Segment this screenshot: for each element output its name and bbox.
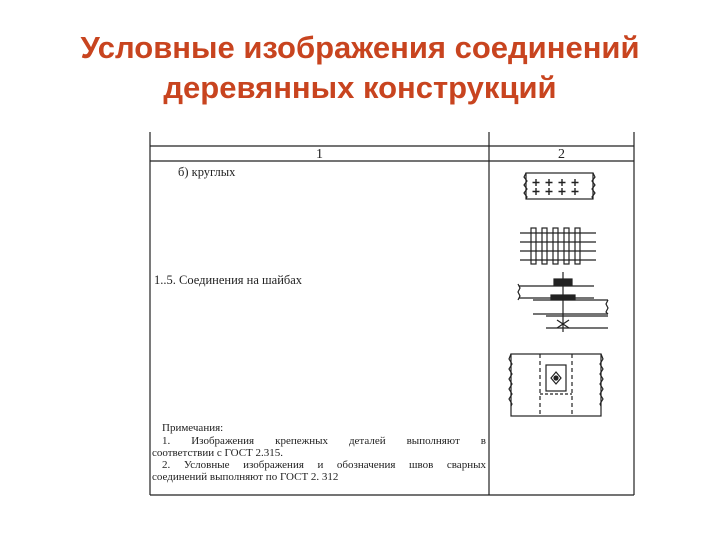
note-2-word: 2.: [162, 459, 171, 471]
note-1-word: деталей: [348, 435, 386, 447]
pinned-joint-icon: [520, 228, 596, 264]
notes-heading: Примечания:: [162, 422, 224, 434]
row-round-label: б) круглых: [178, 165, 236, 179]
note-2-word: швов: [409, 459, 434, 471]
note-2-word: Условные: [183, 459, 230, 471]
note-1-continuation: соответствии с ГОСТ 2.315.: [152, 447, 284, 459]
note-2-word: обозначения: [336, 459, 396, 471]
bolted-joint-icon: [524, 173, 595, 199]
note-1-word: в: [480, 435, 486, 447]
note-1-word: крепежных: [275, 435, 328, 447]
slide-title-line-1: Условные изображения соединений: [80, 30, 640, 65]
note-2-word: изображения: [243, 459, 304, 471]
slide-title-line-2: деревянных конструкций: [163, 70, 557, 105]
plate-joint-icon: [509, 354, 603, 416]
column-2-header: 2: [558, 147, 565, 162]
column-1-header: 1: [316, 147, 323, 162]
note-2-word: и: [317, 459, 324, 471]
slide-title: [0, 28, 720, 108]
note-2-continuation: соединений выполняют по ГОСТ 2. 312: [152, 471, 339, 483]
note-1-word: Изображения: [191, 435, 255, 447]
joints-table: [148, 132, 636, 496]
washer-joint-icon: [518, 272, 608, 332]
row-washers-label: 1..5. Соединения на шайбах: [154, 273, 303, 287]
note-2-word: сварных: [446, 459, 486, 471]
note-1-word: выполняют: [406, 435, 460, 447]
note-1-word: 1.: [162, 435, 171, 447]
